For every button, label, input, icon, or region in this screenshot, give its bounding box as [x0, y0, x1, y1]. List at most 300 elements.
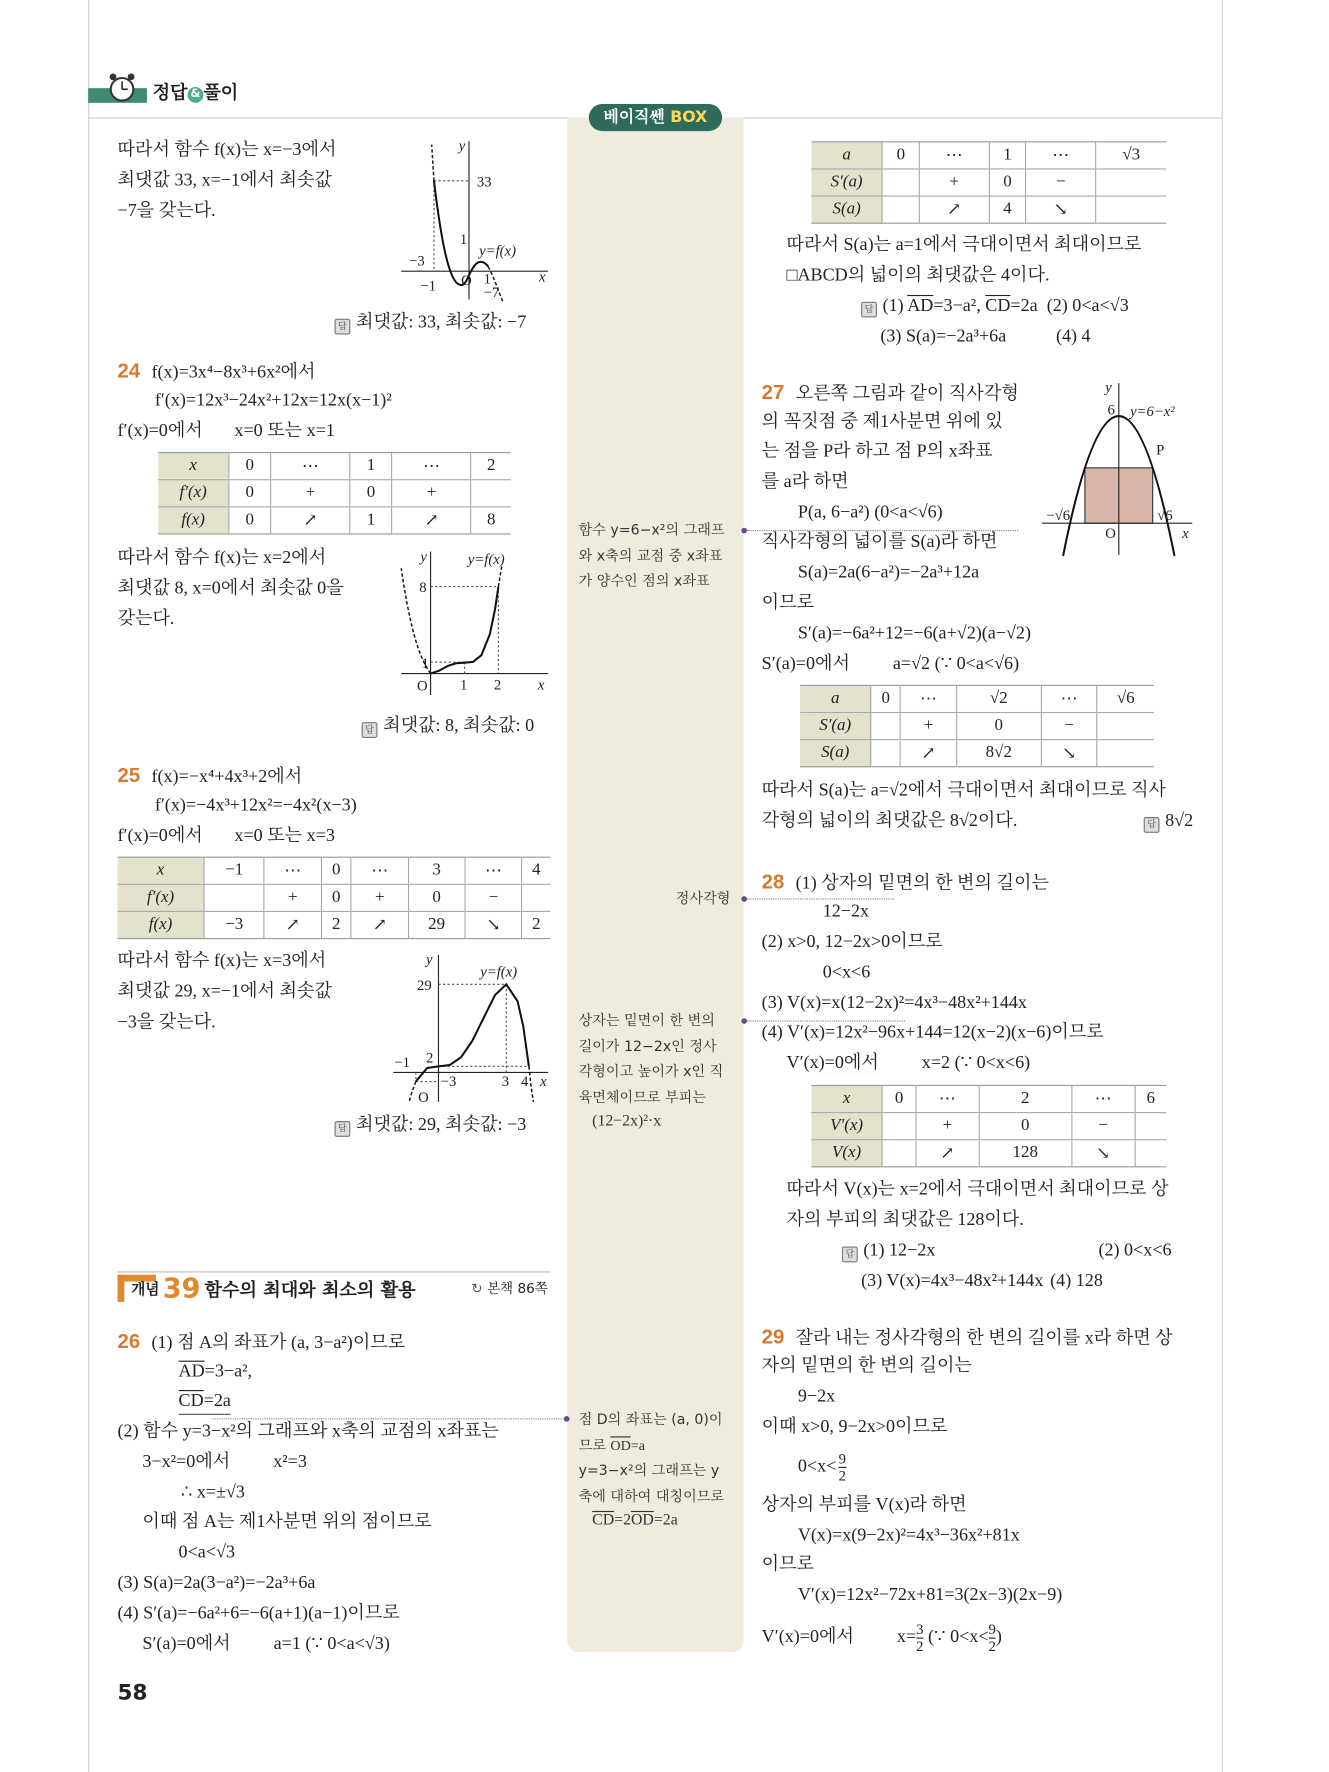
- text-line: 따라서 V(x)는 x=2에서 극대이면서 최대이므로 상: [786, 1179, 1169, 1200]
- axis-label-x: x: [537, 677, 545, 694]
- table-cell: 2: [979, 1085, 1072, 1112]
- note-line: 상자는 밑면이 한 변의: [578, 1011, 715, 1029]
- row-header-cell: f(x): [118, 911, 205, 938]
- problem-26-line: [118, 1329, 406, 1356]
- text-line: (2) x>0, 12−2x>0이므로: [761, 932, 943, 952]
- origin-label: O: [461, 272, 472, 289]
- table-cell: −: [1072, 1113, 1135, 1140]
- note-text: =2: [614, 1512, 632, 1530]
- text-line: 최댓값 33, x=−1에서 최솟값: [117, 170, 332, 190]
- table-cell: ↗: [271, 507, 350, 534]
- concept-ref-text: 본책 86쪽: [486, 1280, 548, 1297]
- text-line: 9−2x: [797, 1386, 836, 1406]
- title-right: 풀이: [203, 81, 239, 103]
- table-cell: 4: [522, 857, 550, 884]
- text-line: f′(x)=−4x³+12x²=−4x²(x−3): [154, 795, 357, 815]
- answer-icon: 답: [842, 1247, 858, 1263]
- text-line: 최댓값 8, x=0에서 최솟값 0을: [117, 578, 344, 598]
- table-cell: ⋯: [351, 857, 408, 884]
- variation-table-28: [811, 1085, 1166, 1167]
- note-line: 축에 대하여 대칭이므로: [578, 1486, 725, 1504]
- note-text: 므로: [578, 1435, 611, 1453]
- row-header-cell: a: [811, 142, 882, 169]
- graph-intro: [398, 136, 556, 306]
- tick-label: 33: [476, 174, 492, 191]
- row-header-cell: V(x): [811, 1140, 882, 1167]
- text-line: f′(x)=12x³−24x²+12x=12x(x−1)²: [154, 391, 392, 411]
- segment-od: $\overline{OD}$: [631, 1512, 654, 1530]
- text-line: 자의 밑면의 한 변의 길이는: [761, 1356, 972, 1376]
- table-cell: 0: [882, 1085, 915, 1112]
- table-cell: 0: [321, 857, 351, 884]
- table-row: [158, 507, 511, 534]
- table-cell: +: [901, 713, 957, 740]
- function-curve: [431, 587, 499, 674]
- tick-label: −√6: [1046, 507, 1071, 524]
- answer-icon: 답: [335, 1121, 351, 1137]
- side-note-2: 정사각형: [675, 889, 731, 907]
- text-line: −7을 갖는다.: [117, 201, 216, 221]
- fraction: [839, 1451, 846, 1484]
- text: a=√2 (∵ 0<a<√6): [892, 654, 1020, 674]
- text: 3−x²=0에서: [142, 1452, 231, 1472]
- tick-label: 1: [483, 271, 492, 288]
- note-line: (12−2x)²·x: [592, 1113, 662, 1131]
- tick-label: −1: [420, 278, 437, 295]
- table-cell: +: [392, 480, 471, 507]
- table-row: [811, 1140, 1166, 1167]
- text-line: 직사각형의 넓이를 S(a)라 하면: [761, 532, 998, 552]
- text: f′(x)=0에서: [117, 421, 203, 441]
- table-cell: ↘: [1072, 1140, 1135, 1167]
- table-cell: 4: [989, 196, 1026, 223]
- answer-28: [842, 1239, 935, 1264]
- problem-28-line: [762, 869, 1049, 896]
- text: a=1 (∵ 0<a<√3): [273, 1634, 390, 1654]
- table-cell: [882, 196, 919, 223]
- curve-label: y=f(x): [479, 243, 516, 260]
- text: (1) 상자의 밑면의 한 변의 길이는: [795, 873, 1049, 893]
- row-header-cell: x: [811, 1085, 882, 1112]
- note-line: 육면체이므로 부피는: [578, 1087, 706, 1105]
- text-line: 따라서 함수 f(x)는 x=−3에서: [117, 140, 337, 160]
- table-cell: 8√2: [956, 740, 1041, 767]
- page-number: 58: [117, 1680, 148, 1706]
- text-line: −3을 갖는다.: [117, 1012, 216, 1032]
- graph-24: [396, 546, 554, 699]
- table-cell: ⋯: [916, 1085, 979, 1112]
- problem-number: 29: [761, 1325, 785, 1349]
- title-left: 정답: [152, 81, 188, 103]
- table-cell: [1096, 169, 1167, 196]
- axis-label-y: y: [458, 138, 466, 155]
- table-cell: [1097, 740, 1154, 767]
- tick-label: 1: [421, 655, 429, 672]
- answer-28-line2: [861, 1269, 1103, 1294]
- table-row: [158, 453, 511, 480]
- text-line: 이때 점 A는 제1사분면 위의 점이므로: [142, 1512, 432, 1532]
- row-header-cell: S′(a): [800, 713, 871, 740]
- refresh-icon: ↻: [471, 1280, 483, 1297]
- row-header-cell: V′(x): [811, 1113, 882, 1140]
- text-line: [762, 1622, 1002, 1655]
- segment-od: $\overline{OD}$: [610, 1436, 631, 1453]
- table-row: [800, 713, 1154, 740]
- row-header-cell: S(a): [811, 196, 882, 223]
- table-cell: √2: [956, 685, 1041, 712]
- table-cell: ↘: [1041, 740, 1097, 767]
- variation-table-26: [811, 141, 1166, 223]
- table-cell: ⋯: [1041, 685, 1097, 712]
- text: f′(x)=0에서: [117, 826, 203, 846]
- text-line: 따라서 S(a)는 a=1에서 극대이면서 최대이므로: [786, 235, 1142, 255]
- text-line: [118, 824, 335, 849]
- table-cell: ↗: [916, 1140, 979, 1167]
- table-cell: [871, 713, 901, 740]
- numerator: 9: [988, 1620, 996, 1638]
- table-row: [811, 1085, 1166, 1112]
- table-cell: ⋯: [465, 857, 522, 884]
- text-line: 0<x<6: [822, 962, 871, 983]
- text-line: (2) 함수 y=3−x²의 그래프와 x축의 교점의 x좌표는: [117, 1421, 499, 1441]
- tick-label: √6: [1157, 507, 1173, 524]
- segment-cd: $\overline{CD}$: [178, 1391, 204, 1411]
- table-row: [800, 740, 1154, 767]
- answer-text: 최댓값: 33, 최솟값: −7: [355, 313, 527, 333]
- text: (1): [882, 296, 908, 316]
- table-cell: −: [1041, 713, 1097, 740]
- table-cell: ↗: [264, 911, 321, 938]
- table-cell: 2: [522, 911, 550, 938]
- answer-26: [861, 294, 1129, 319]
- row-header-cell: x: [118, 857, 205, 884]
- text: V′(x)=0에서: [786, 1053, 879, 1073]
- table-row: [811, 1113, 1166, 1140]
- variation-table-25: [118, 857, 551, 939]
- table-cell: 0: [882, 142, 919, 169]
- text: f(x)=3x⁴−8x³+6x²에서: [151, 362, 316, 382]
- tick-label: −1: [394, 1054, 411, 1071]
- tick-label: 8: [419, 580, 427, 597]
- sidebar-badge: [589, 104, 722, 131]
- text-line: 는 점을 P라 하고 점 P의 x좌표: [761, 441, 993, 462]
- answer-27: [1144, 809, 1193, 834]
- text-line: 이때 x>0, 9−2x>0이므로: [761, 1417, 948, 1437]
- numerator: 3: [916, 1620, 924, 1638]
- badge-label: 베이직쎈: [603, 108, 665, 127]
- concept-number: 39: [162, 1272, 201, 1305]
- table-cell: [204, 884, 264, 911]
- numerator: 9: [838, 1449, 846, 1467]
- problem-27-line: [762, 380, 1019, 407]
- table-cell: −3: [204, 911, 264, 938]
- table-cell: 2: [471, 453, 511, 480]
- page-border-left: [88, 0, 89, 1772]
- text: x=: [896, 1627, 917, 1647]
- text: ): [995, 1627, 1002, 1647]
- table-cell: +: [264, 884, 321, 911]
- table-cell: ↗: [919, 196, 989, 223]
- table-cell: 1: [350, 507, 392, 534]
- table-cell: ↘: [465, 911, 522, 938]
- answer-25: [335, 1113, 527, 1138]
- note-text: =2a: [653, 1512, 678, 1530]
- axis-label-y: y: [1105, 380, 1112, 397]
- text: S′(a)=0에서: [761, 654, 850, 674]
- axis-label-y: y: [420, 549, 427, 566]
- table-cell: −: [465, 884, 522, 911]
- concept-label: 개념: [131, 1281, 160, 1299]
- text: x²=3: [273, 1452, 307, 1472]
- table-row: [118, 884, 551, 911]
- table-cell: ⋯: [1026, 142, 1096, 169]
- table-cell: 1: [989, 142, 1026, 169]
- tick-label: 1: [459, 677, 468, 694]
- table-cell: ↘: [1026, 196, 1096, 223]
- axis-label-x: x: [1182, 525, 1189, 542]
- table-cell: ↗: [392, 507, 471, 534]
- text-line: [118, 419, 335, 444]
- table-cell: +: [271, 480, 350, 507]
- note-pointer-dot: [564, 1416, 570, 1422]
- table-cell: 0: [229, 507, 271, 534]
- tick-label: −7: [483, 285, 500, 302]
- text-line: 갖는다.: [117, 609, 175, 629]
- answer-text: 8√2: [1165, 811, 1194, 831]
- text-line: (4) V′(x)=12x²−96x+144=12(x−2)(x−6)이므로: [761, 1022, 1104, 1042]
- table-cell: ⋯: [901, 685, 957, 712]
- text-line: 를 a라 하면: [761, 472, 849, 492]
- text-line: 상자의 부피를 V(x)라 하면: [761, 1495, 967, 1515]
- tick-label: 1: [459, 232, 468, 249]
- text-line: [762, 652, 1019, 677]
- table-row: [811, 169, 1166, 196]
- table-cell: [1097, 713, 1154, 740]
- text: =3−a²,: [933, 296, 986, 316]
- note-line: 점 D의 좌표는 (a, 0)이: [578, 1410, 723, 1428]
- text-line: V′(x)=12x²−72x+81=3(2x−3)(2x−9): [797, 1585, 1063, 1605]
- tick-label: 3: [501, 1074, 510, 1091]
- text-line: □ABCD의 넓이의 최댓값은 4이다.: [786, 265, 1050, 285]
- text-line: (3) S(a)=2a(3−a²)=−2a³+6a: [117, 1573, 316, 1593]
- problem-29-line: [762, 1324, 1173, 1351]
- text-line: S′(a)=−6a²+12=−6(a+√2)(a−√2): [797, 623, 1031, 644]
- note-line: y=3−x²의 그래프는 y: [578, 1461, 720, 1479]
- clock-icon: [106, 70, 138, 104]
- page-border-right: [1222, 0, 1223, 1772]
- text-line: [142, 1632, 389, 1657]
- text: x=2 (∵ 0<x<6): [921, 1053, 1031, 1073]
- answer-24: [362, 714, 534, 739]
- denominator: 2: [988, 1637, 996, 1655]
- problem-number: 25: [117, 763, 141, 787]
- function-curve: [416, 984, 529, 1081]
- table-cell: ⋯: [392, 453, 471, 480]
- table-cell: 8: [471, 507, 511, 534]
- answer-icon: 답: [1144, 817, 1160, 833]
- table-cell: ⋯: [271, 453, 350, 480]
- tick-label: 2: [426, 1050, 434, 1067]
- text-line: 따라서 S(a)는 a=√2에서 극대이면서 최대이므로 직사: [761, 780, 1167, 801]
- text-line: [179, 1389, 231, 1415]
- text-line: 이므로: [761, 1555, 815, 1575]
- table-row: [158, 480, 511, 507]
- concept-ref[interactable]: [471, 1277, 548, 1300]
- table-cell: ↗: [351, 911, 408, 938]
- curve-label: y=f(x): [467, 551, 505, 568]
- note-line: 길이가 12−2x인 정사: [578, 1036, 717, 1054]
- text: 오른쪽 그림과 같이 직사각형: [795, 384, 1019, 404]
- concept-title: 함수의 최대와 최소의 활용: [204, 1279, 416, 1301]
- axis-label-x: x: [539, 269, 546, 286]
- axis-label-x: x: [540, 1074, 547, 1091]
- table-cell: +: [919, 169, 989, 196]
- table-cell: 128: [979, 1140, 1072, 1167]
- table-cell: 0: [350, 480, 392, 507]
- note-line: [579, 1509, 724, 1534]
- note-line: 가 양수인 점의 x좌표: [578, 571, 710, 589]
- table-cell: 1: [350, 453, 392, 480]
- denominator: 2: [838, 1466, 846, 1484]
- table-cell: −: [1026, 169, 1096, 196]
- side-note-4: [579, 1407, 724, 1534]
- text: 0<x<: [797, 1456, 837, 1477]
- variation-table-24: [158, 452, 511, 534]
- table-cell: [1096, 196, 1167, 223]
- text: (4) 128: [1050, 1271, 1103, 1291]
- text: x=0 또는 x=3: [234, 826, 335, 846]
- text-line: V(x)=x(9−2x)²=4x³−36x²+81x: [797, 1525, 1020, 1545]
- axis-label-y: y: [426, 951, 433, 968]
- row-header-cell: S(a): [800, 740, 871, 767]
- badge-box-label: BOX: [670, 108, 708, 127]
- origin-label: O: [1105, 525, 1116, 542]
- text: S′(a)=0에서: [142, 1634, 231, 1654]
- table-cell: [471, 480, 511, 507]
- text-line: 따라서 함수 f(x)는 x=3에서: [117, 951, 327, 971]
- problem-24-line: [118, 358, 316, 385]
- text: V′(x)=0에서: [761, 1627, 854, 1647]
- segment-ad: $\overline{AD}$: [907, 296, 934, 316]
- answer-icon: 답: [362, 722, 378, 738]
- table-cell: [1135, 1140, 1167, 1167]
- text: =2a: [203, 1391, 231, 1411]
- table-cell: 0: [229, 480, 271, 507]
- table-cell: −1: [204, 857, 264, 884]
- table-cell: ⋯: [264, 857, 321, 884]
- table-cell: [882, 1140, 915, 1167]
- text: (1) 12−2x: [863, 1240, 936, 1261]
- text: (1) 점 A의 좌표가 (a, 3−a²)이므로: [151, 1333, 406, 1353]
- tick-label: 4: [520, 1074, 529, 1091]
- table-cell: [522, 884, 550, 911]
- note-line: 함수 y=6−x²의 그래프: [578, 520, 725, 538]
- table-cell: 3: [408, 857, 465, 884]
- answer-intro: [335, 311, 527, 336]
- problem-number: 28: [761, 870, 785, 893]
- table-cell: [882, 169, 919, 196]
- answer-text: 최댓값: 29, 최솟값: −3: [355, 1115, 527, 1135]
- text-line: [179, 1360, 253, 1385]
- text-line: [787, 1051, 1031, 1076]
- row-header-cell: f′(x): [118, 884, 205, 911]
- side-note-3: [579, 1008, 724, 1135]
- text: (∵ 0<x<: [928, 1627, 989, 1647]
- answer-icon: 답: [861, 302, 877, 318]
- text: f(x)=−x⁴+4x³+2에서: [151, 767, 303, 787]
- note-line: 와 x축의 교점 중 x좌표: [578, 546, 723, 564]
- text-line: (3) V(x)=x(12−2x)²=4x³−48x²+144x: [761, 993, 1027, 1013]
- table-cell: [871, 740, 901, 767]
- text-line: 이므로: [761, 593, 815, 613]
- text-line: [798, 1451, 846, 1484]
- problem-number: 24: [117, 359, 141, 382]
- note-line: [579, 1432, 724, 1457]
- table-cell: 0: [979, 1113, 1072, 1140]
- problem-number: 26: [117, 1330, 141, 1353]
- text-line: 최댓값 29, x=−1에서 최솟값: [117, 982, 332, 1002]
- table-cell: 29: [408, 911, 465, 938]
- row-header-cell: a: [800, 685, 871, 712]
- answer-26-line2: [880, 324, 1090, 349]
- text-line: 따라서 함수 f(x)는 x=2에서: [117, 548, 327, 568]
- text-line: (2) 0<x<6: [1098, 1240, 1172, 1261]
- table-cell: 0: [321, 884, 351, 911]
- table-cell: ⋯: [919, 142, 989, 169]
- fraction: [916, 1622, 923, 1655]
- segment-cd: $\overline{CD}$: [592, 1512, 615, 1530]
- text-line: P(a, 6−a²) (0<a<√6): [797, 502, 943, 523]
- table-cell: 0: [989, 169, 1026, 196]
- side-note-1: [579, 518, 725, 594]
- row-header-cell: S′(a): [811, 169, 882, 196]
- header-title: [153, 80, 239, 105]
- text: (2) 0<a<√3: [1046, 296, 1129, 316]
- problem-25-line: [118, 763, 303, 790]
- table-cell: √3: [1096, 142, 1167, 169]
- curve-label: y=f(x): [480, 964, 518, 981]
- table-cell: +: [351, 884, 408, 911]
- row-header-cell: f(x): [158, 507, 229, 534]
- segment-ad: $\overline{AD}$: [178, 1361, 205, 1381]
- tick-label: 6: [1107, 402, 1115, 419]
- table-row: [811, 196, 1166, 223]
- text-line: S(a)=2a(6−a²)=−2a³+12a: [797, 562, 980, 583]
- graph-27: [1040, 380, 1198, 559]
- note-pointer-line: [747, 898, 894, 899]
- text: =3−a²,: [204, 1361, 253, 1381]
- text: (3) V(x)=4x³−48x²+144x: [861, 1271, 1044, 1291]
- point-label-p: P: [1156, 442, 1165, 459]
- table-row: [800, 685, 1154, 712]
- table-cell: ⋯: [1072, 1085, 1135, 1112]
- tick-label: 29: [417, 977, 432, 994]
- table-cell: 0: [408, 884, 465, 911]
- text: =2a: [1010, 296, 1038, 316]
- problem-number: 27: [761, 380, 785, 404]
- text-line: 0<a<√3: [178, 1542, 235, 1562]
- tick-label: −3: [440, 1074, 457, 1091]
- answer-icon: 답: [335, 319, 351, 335]
- variation-table-27: [800, 685, 1154, 767]
- tick-label: −3: [409, 253, 425, 270]
- table-cell: [882, 1113, 915, 1140]
- text-line: 자의 부피의 최댓값은 128이다.: [786, 1210, 1024, 1230]
- text-line: [142, 1450, 307, 1475]
- table-cell: 0: [229, 453, 271, 480]
- text: (3) S(a)=−2a³+6a: [880, 326, 1007, 346]
- table-row: [118, 857, 551, 884]
